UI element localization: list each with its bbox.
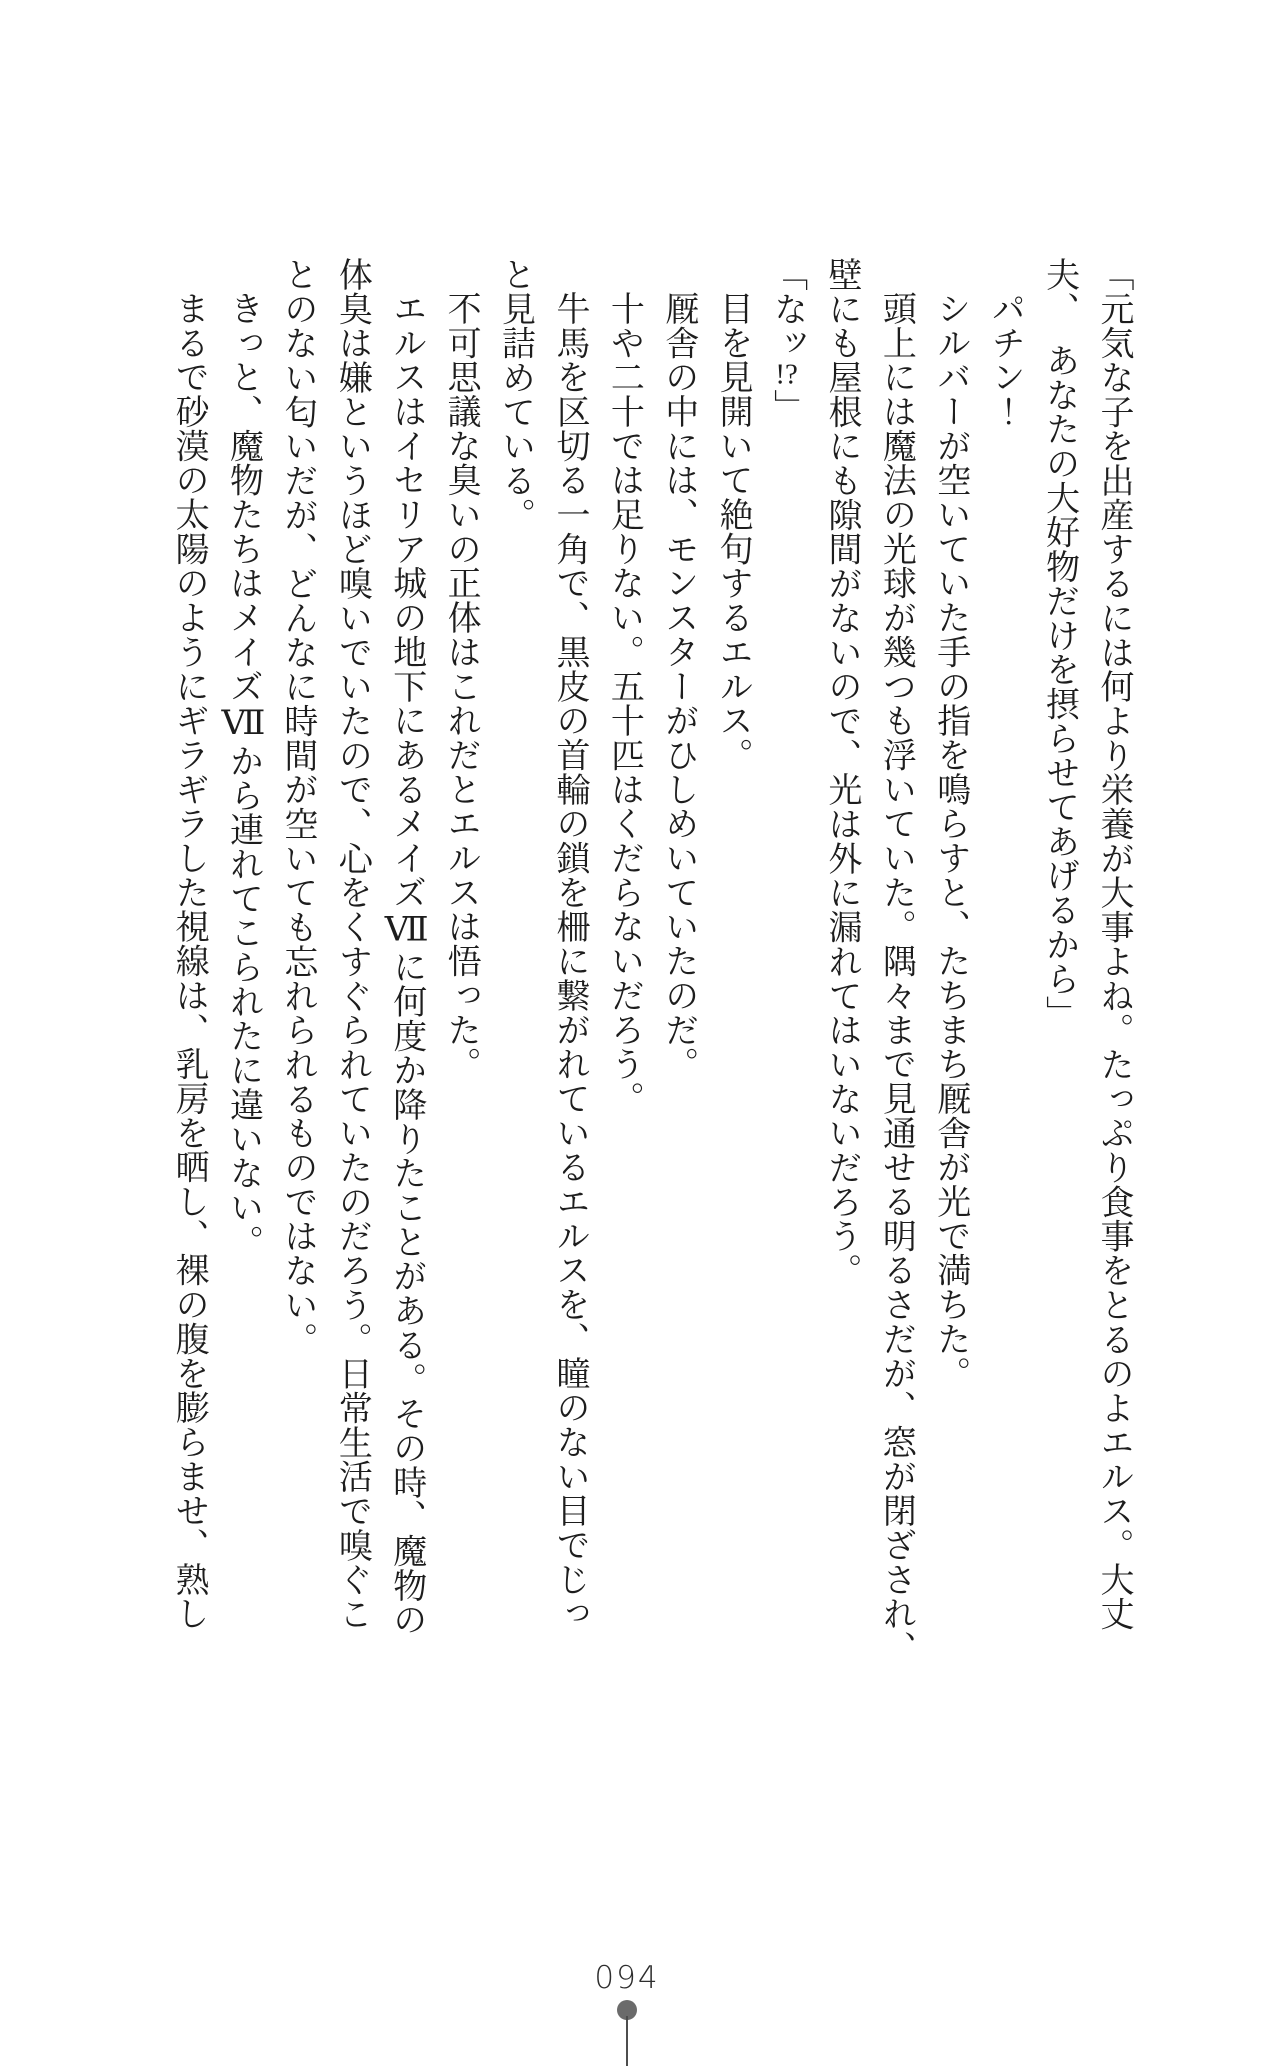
text-line: 夫、 あなたの大好物だけを摂らせてあげるから」 xyxy=(1040,257,1078,1031)
text-line: 「元気な子を出産するには何より栄養が大事よね。たっぷり食事をとるのよエルス。大丈 xyxy=(1095,257,1132,1631)
text-line: 頭上には魔法の光球が幾つも浮いていた。隅々まで見通せる明るさだが、窓が閉ざされ、 xyxy=(877,291,915,1665)
text-line: 壁にも屋根にも隙間がないので、光は外に漏れてはいないだろう。 xyxy=(822,257,860,1288)
exclamation-question-mark: !? xyxy=(775,360,798,389)
text-line: パチン！ xyxy=(986,291,1024,429)
text-line: と見詰めている。 xyxy=(496,257,534,532)
footer-line-ornament xyxy=(626,2016,628,2066)
text-line: エルスはイセリア城の地下にあるメイズⅦに何度か降りたことがある。その時、魔物の xyxy=(387,291,425,1637)
text-line: 厩舎の中には、モンスターがひしめいていたのだ。 xyxy=(659,291,697,1082)
text-line: 体臭は嫌というほど嗅いでいたので、心をくすぐられていたのだろう。日常生活で嗅ぐこ xyxy=(333,257,371,1631)
text-line: 「なッ!?」 xyxy=(768,257,806,424)
vertical-text-block xyxy=(161,257,1140,1665)
text-line: シルバーが空いていた手の指を鳴らすと、たちまち厩舎が光で満ちた。 xyxy=(931,291,969,1391)
text-line: 十や二十では足りない。五十匹はくだらないだろう。 xyxy=(605,291,643,1116)
text-line: 目を見開いて絶句するエルス。 xyxy=(714,291,752,772)
page-number: 094 xyxy=(594,1960,660,1996)
text-line: まるで砂漠の太陽のようにギラギラした視線は、乳房を晒し、裸の腹を膨らませ、熟し xyxy=(170,291,208,1631)
text-line: きっと、魔物たちはメイズⅦから連れてこられたに違いない。 xyxy=(224,291,262,1259)
text-line: 不可思議な臭いの正体はこれだとエルスは悟った。 xyxy=(442,291,480,1082)
text-line: とのない匂いだが、どんなに時間が空いても忘れられるものではない。 xyxy=(278,257,316,1357)
text-line: 牛馬を区切る一角で、黒皮の首輪の鎖を柵に繋がれているエルスを、瞳のない目でじっ xyxy=(550,291,588,1631)
